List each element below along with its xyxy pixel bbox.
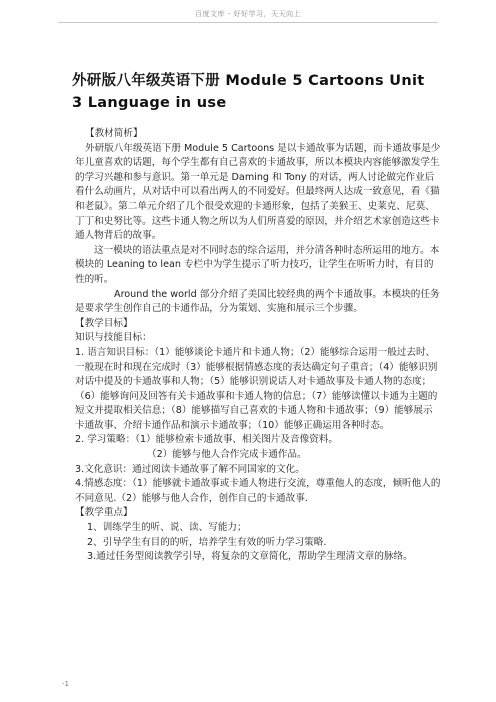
paragraph-analysis-3: Around the world 部分介绍了美国比较经典的两个卡通故事。本模块的任务是要求学生创作自己的卡通作品，分为策划、实施和展示三个步骤。	[75, 288, 440, 315]
document-title: 外研版八年级英语下册 Module 5 Cartoons Unit 3 Language in use	[72, 73, 425, 111]
paragraph-analysis-2: 这一模块的语法重点是对不同时态的综合运用，并分清各种时态所运用的地方。本模块的 Leaning to lean 专栏中为学生提示了听力技巧，让学生在听听力时，有目的性的听。	[75, 244, 440, 285]
focus-item-2: 2、引导学生有目的的听，培养学生有效的听力学习策略.	[87, 536, 327, 548]
focus-item-3: 3.通过任务型阅读教学引导，将复杂的文章简化，帮助学生理清文章的脉络。	[87, 551, 413, 563]
paragraph-analysis-1: 外研版八年级英语下册 Module 5 Cartoons 是以卡通故事为话题，而卡通故事是少年儿童喜欢的话题，每个学生都有自己喜欢的卡通故事，所以本模块内容能够激发学生的学习兴趣和参与意识。第一单元是 Daming 和 Tony 的对话，两人讨论做完作业后看什么动画片，从对话中可以看出两人的不同爱好。但最终两人达成一致意见，看《猫和老鼠》。第二单元介绍了几个很受欢迎的卡通形象，包括了美猴王、史莱克、尼莫、丁丁和史努比等。这些卡通人物之所以为人们所喜爱的原因，并介绍艺术家创造这些卡通人物背后的故事。	[75, 142, 441, 242]
section-heading-focus: 【教学重点】	[75, 507, 133, 519]
page-header: 百度文库 - 好好学习，天天向上	[195, 10, 301, 18]
document-body	[75, 127, 441, 565]
goals-subheading: 知识与技能目标：	[75, 332, 152, 344]
focus-item-1: 1、训练学生的听、说、读、写能力；	[87, 522, 247, 534]
section-heading-goals: 【教学目标】	[75, 317, 133, 329]
goal-item-3: 3.文化意识：通过阅读卡通故事了解不同国家的文化。	[75, 463, 305, 475]
goal-item-2a: 2. 学习策略：（1）能够检索卡通故事、相关图片及音像资料。	[75, 434, 338, 446]
section-heading-analysis: 【教材简析】	[85, 128, 143, 139]
goal-item-1: 1. 语言知识目标：（1）能够谈论卡通片和卡通人物；（2）能够综合运用一般过去时、一般现在时和现在完成时（3）能够根据情感态度的表达确定句子重音；（4）能够识别对话中提及的卡通故事和人物；（5）能够识别说话人对卡通故事及卡通人物的态度；（6）能够询问及回答有关卡通故事和卡通人物的信息；（7）能够读懂以卡通为主题的短文并提取相关信息；（8）能够描写自己喜欢的卡通人物和卡通故事；（9）能够展示卡通故事、介绍卡通作品和演示卡通故事；（10）能够正确运用各种时态。	[75, 346, 438, 431]
header-divider	[58, 22, 438, 23]
goal-item-2b: （2）能够与他人合作完成卡通作品。	[147, 449, 307, 461]
page-number: -1	[62, 680, 69, 688]
goal-item-4: 4.情感态度：（1）能够就卡通故事或卡通人物进行交流，尊重他人的态度，倾听他人的不同意见.（2）能够与他人合作，创作自己的卡通故事.	[75, 478, 441, 504]
